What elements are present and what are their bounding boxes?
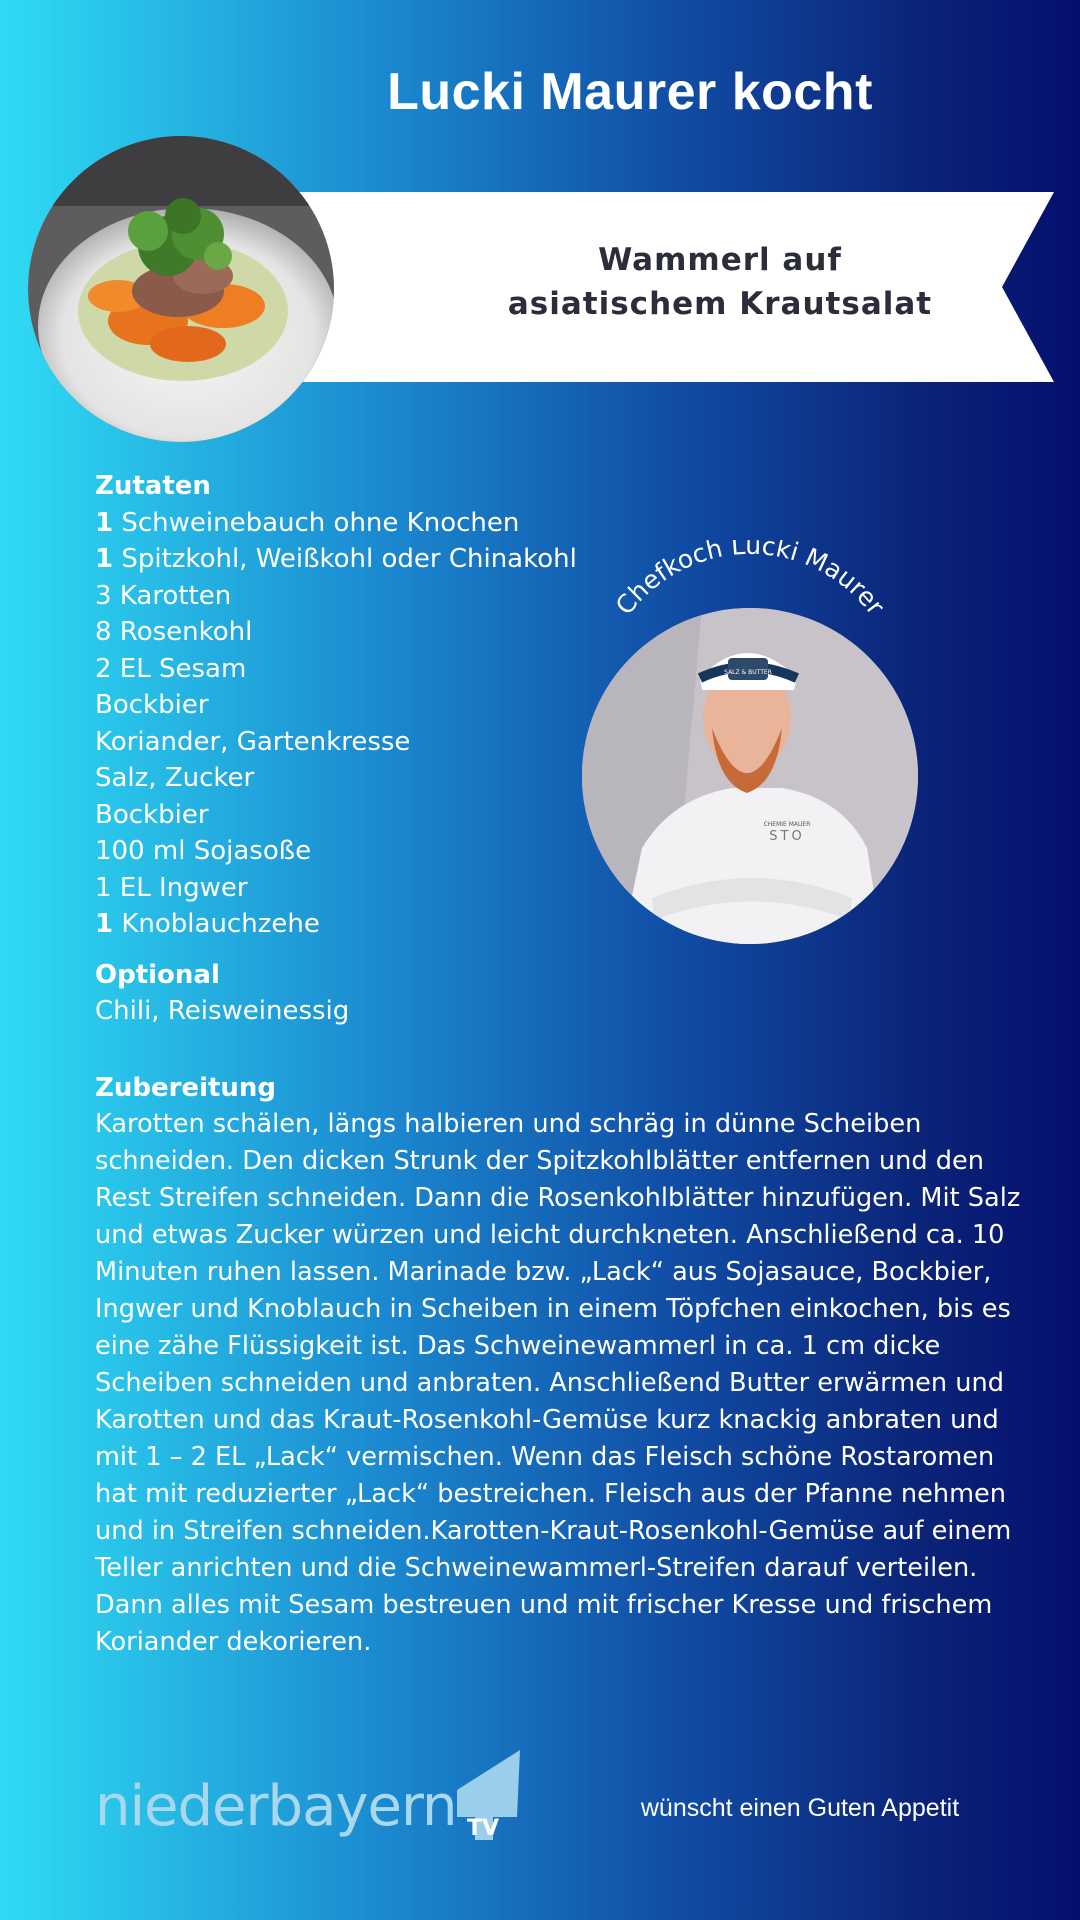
chef-caption-text: Chefkoch Lucki Maurer <box>609 540 891 621</box>
ingredients-list <box>95 505 1015 943</box>
recipe-content <box>95 468 1021 1661</box>
ingredient-item: 3 Karotten <box>95 580 232 611</box>
logo-wordmark: niederbayern <box>95 1774 457 1839</box>
page-title: Lucki Maurer kocht <box>387 63 873 121</box>
jacket-logo-text: STO <box>769 829 805 844</box>
ingredient-item: Bockbier <box>95 799 209 830</box>
ingredient-item: 100 ml Sojasoße <box>95 836 312 866</box>
cap-logo-text: SALZ & BUTTER <box>724 669 772 676</box>
ingredient-item: 2 EL Sesam <box>95 653 247 684</box>
logo-tv-suffix: TV <box>467 1816 500 1841</box>
niederbayern-tv-logo <box>95 1745 535 1845</box>
footer-tagline: wünscht einen Guten Appetit <box>640 1794 960 1822</box>
preparation-text: Karotten schälen, längs halbieren und schräg in dünne Scheiben schneiden. Den dicken Strunk der Spitzkohlblätter entfernen und den Rest Streifen schneiden. Dann die Rosenkohlblätter hinzufügen. Mit Salz und etwas Zucker würzen und leicht durchkneten. Anschließend ca. 10 Minuten ruhen lassen. Marinade bzw. „Lack“ aus Sojasauce, Bockbier, Ingwer und Knoblauch in Scheiben in einem Töpfchen einkochen, bis es eine zähe Flüssigkeit ist. Das Schweinewammerl in ca. 1 cm dicke Scheiben schneiden und anbraten. Anschließend Butter erwärmen und Karotten und das Kraut-Rosenkohl-Gemüse kurz knackig anbraten und mit 1 – 2 EL „Lack“ vermischen. Wenn das Fleisch schöne Rostaromen hat mit reduzierter „Lack“ bestreichen. Fleisch aus der Pfanne nehmen und in Streifen schneiden.Karotten-Kraut-Rosenkohl-Gemüse auf einem Teller anrichten und die Schweinewammerl-Streifen darauf verteilen. Dann alles mit Sesam bestreuen und mit frischer Kresse und frischem Koriander dekorieren. <box>95 1109 1021 1657</box>
optional-text: Chili, Reisweinessig <box>95 996 350 1026</box>
preparation-heading: Zubereitung <box>95 1072 277 1103</box>
ingredient-item: 1 EL Ingwer <box>95 872 248 903</box>
recipe-title-line1: Wammerl auf <box>598 242 842 278</box>
recipe-title <box>420 238 1020 326</box>
recipe-title-banner <box>250 192 1054 382</box>
ingredient-item: 1 Knoblauchzehe <box>95 909 320 939</box>
jacket-name-text: CHEMIE MAUER <box>763 821 811 828</box>
ingredients-heading: Zutaten <box>95 471 211 501</box>
ingredient-item: 1 Schweinebauch ohne Knochen <box>95 507 520 538</box>
recipe-title-line2: asiatischem Krautsalat <box>507 286 933 322</box>
ingredient-item: Koriander, Gartenkresse <box>95 726 411 757</box>
ingredient-item: 8 Rosenkohl <box>95 617 253 647</box>
ingredient-item: 1 Spitzkohl, Weißkohl oder Chinakohl <box>95 544 577 574</box>
ingredient-item: Salz, Zucker <box>95 763 255 793</box>
optional-heading: Optional <box>95 959 220 990</box>
dish-photo <box>28 136 334 442</box>
ingredient-item: Bockbier <box>95 690 209 720</box>
